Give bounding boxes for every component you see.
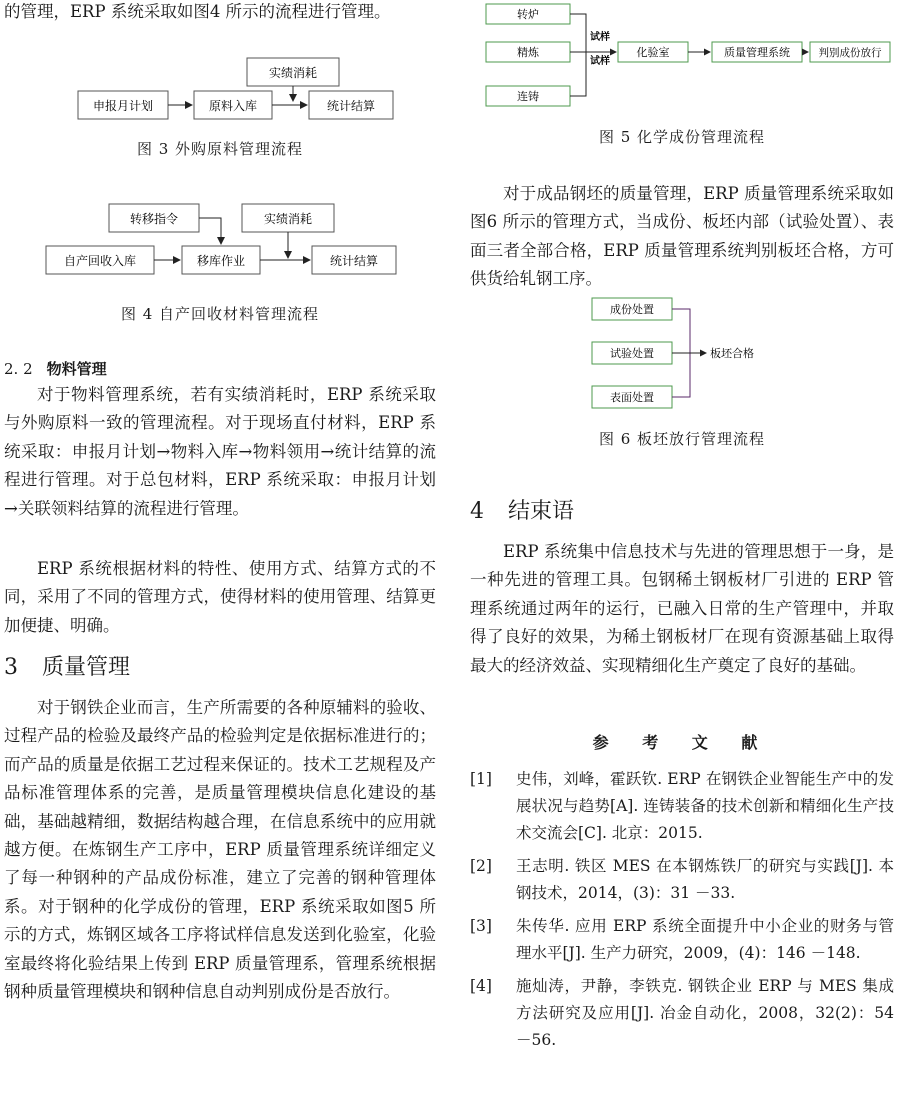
- reference-number: [3]: [470, 917, 492, 935]
- references-list: [470, 766, 894, 1054]
- reference-item: [470, 973, 894, 1054]
- reference-text: 史伟，刘峰，霍跃钦. ERP 在钢铁企业智能生产中的发展状况与趋势[A]. 连铸装备的技术创新和精细化生产技术交流会[C]. 北京：2015.: [516, 770, 894, 842]
- fig4-recycle-label: 自产回收入库: [63, 254, 137, 268]
- figure-6: [590, 296, 790, 412]
- intro-line: 的管理，ERP 系统采取如图4 所示的流程进行管理。: [4, 2, 391, 21]
- figure-4-caption: 图 4 自产回收材料管理流程: [120, 305, 320, 323]
- fig3-settle-label: 统计结算: [326, 99, 376, 113]
- reference-text: 王志明. 铁区 MES 在本钢炼铁厂的研究与实践[J]. 本钢技术，2014，(3)：31 －33.: [516, 857, 894, 902]
- fig5-sample-label-1: 试样: [590, 32, 610, 43]
- fig6-composition-label: 成份处置: [610, 303, 654, 316]
- figure-6-diagram: [590, 296, 790, 412]
- fig6-test-label: 试验处置: [610, 347, 654, 360]
- figure-5-caption: 图 5 化学成份管理流程: [598, 128, 766, 146]
- section-4-title: 结束语: [508, 499, 575, 524]
- reference-number: [2]: [470, 857, 492, 875]
- figure-5-diagram: [478, 0, 894, 110]
- section-3-heading: [4, 648, 130, 688]
- reference-number: [1]: [470, 770, 492, 788]
- section-2-2-number: 2. 2: [4, 360, 33, 378]
- figure-6-intro-para: 对于成品钢坯的质量管理，ERP 质量管理系统采取如图6 所示的管理方式，当成份、板坯内部（试验处置）、表面三者全部合格，ERP 质量管理系统判别板坯合格，方可供货给轧钢工序。: [470, 184, 894, 289]
- fig4-consume-label: 实绩消耗: [263, 212, 313, 226]
- section-4-heading: [470, 492, 574, 532]
- reference-item: [470, 766, 894, 847]
- section-2-2-title: 物料管理: [46, 360, 107, 378]
- fig4-move-label: 移库作业: [196, 254, 246, 268]
- fig5-sample-label-2: 试样: [590, 56, 610, 67]
- section-3-number: 3: [4, 655, 18, 680]
- fig3-plan-label: 申报月计划: [92, 99, 154, 113]
- fig6-ok-label: 板坯合格: [710, 347, 754, 360]
- fig6-surface-label: 表面处置: [610, 391, 654, 404]
- section-2-2-para-1: 对于物料管理系统，若有实绩消耗时，ERP 系统采取与外购原料一致的管理流程。对于现场直付材料，ERP 系统采取：申报月计划→物料入库→物料领用→统计结算的流程进行管理。对于总包材料，ERP 系统采取：申报月计划→关联领料结算的流程进行管理。: [4, 385, 436, 518]
- section-4-para-1: ERP 系统集中信息技术与先进的管理思想于一身，是一种先进的管理工具。包钢稀土钢板材厂引进的 ERP 管理系统通过两年的运行，已融入日常的生产管理中，并取得了良好的效果，为稀土钢板材厂在现有资源基础上取得最大的经济效益、实现精细化生产奠定了良好的基础。: [470, 542, 894, 675]
- fig5-refining-label: 精炼: [517, 46, 539, 59]
- figure-3-caption: 图 3 外购原料管理流程: [136, 140, 304, 158]
- figure-5: [478, 0, 894, 110]
- fig4-transfer-label: 转移指令: [129, 212, 179, 226]
- fig3-consume-label: 实绩消耗: [268, 66, 318, 80]
- fig5-qms-label: 质量管理系统: [724, 46, 790, 59]
- figure-4: [4, 200, 444, 276]
- section-3-para-1: 对于钢铁企业而言，生产所需要的各种原辅料的验收、过程产品的检验及最终产品的检验判定是依据标准进行的；而产品的质量是依据工艺过程来保证的。技术工艺规程及产品标准管理体系的完善，是质量管理模块信息化建设的基础，基础越精细，数据结构越合理，在信息系统中的应用就越方便。在炼钢生产工序中，ERP 质量管理系统详细定义了每一种钢种的产品成份标准，建立了完善的钢种管理体系。对于钢种的化学成份的管理，ERP 系统采取如图5 所示的方式，炼钢区域各工序将试样信息发送到化验室，化验室最终将化验结果上传到 ERP 质量管理系，管理系统根据钢种质量管理模块和钢种信息自动判别成份是否放行。: [4, 698, 436, 1002]
- fig5-lab-label: 化验室: [636, 46, 670, 59]
- section-4-number: 4: [470, 499, 484, 524]
- references-title: 参 考 文 献: [592, 733, 772, 752]
- reference-item: [470, 913, 894, 967]
- fig3-stockin-label: 原料入库: [208, 99, 258, 113]
- fig4-settle-label: 统计结算: [329, 254, 379, 268]
- figure-4-diagram: [4, 200, 444, 276]
- section-3-title: 质量管理: [42, 655, 131, 680]
- fig5-casting-label: 连铸: [517, 90, 539, 103]
- reference-text: 施灿涛，尹静，李铁克. 钢铁企业 ERP 与 MES 集成方法研究及应用[J]. 冶金自动化，2008，32(2)：54 －56.: [516, 977, 894, 1049]
- figure-3-diagram: [4, 55, 444, 127]
- reference-text: 朱传华. 应用 ERP 系统全面提升中小企业的财务与管理水平[J]. 生产力研究，2009，(4)：146 －148.: [516, 917, 894, 962]
- figure-3: [4, 55, 444, 127]
- reference-item: [470, 853, 894, 907]
- reference-number: [4]: [470, 977, 492, 995]
- section-2-2-heading: [4, 356, 107, 382]
- fig5-judge-label: 判别成份放行: [818, 47, 882, 59]
- section-2-2-para-2: ERP 系统根据材料的特性、使用方式、结算方式的不同，采用了不同的管理方式，使得材料的使用管理、结算更加便捷、明确。: [4, 559, 436, 635]
- figure-6-caption: 图 6 板坯放行管理流程: [598, 430, 766, 448]
- fig5-converter-label: 转炉: [517, 8, 539, 21]
